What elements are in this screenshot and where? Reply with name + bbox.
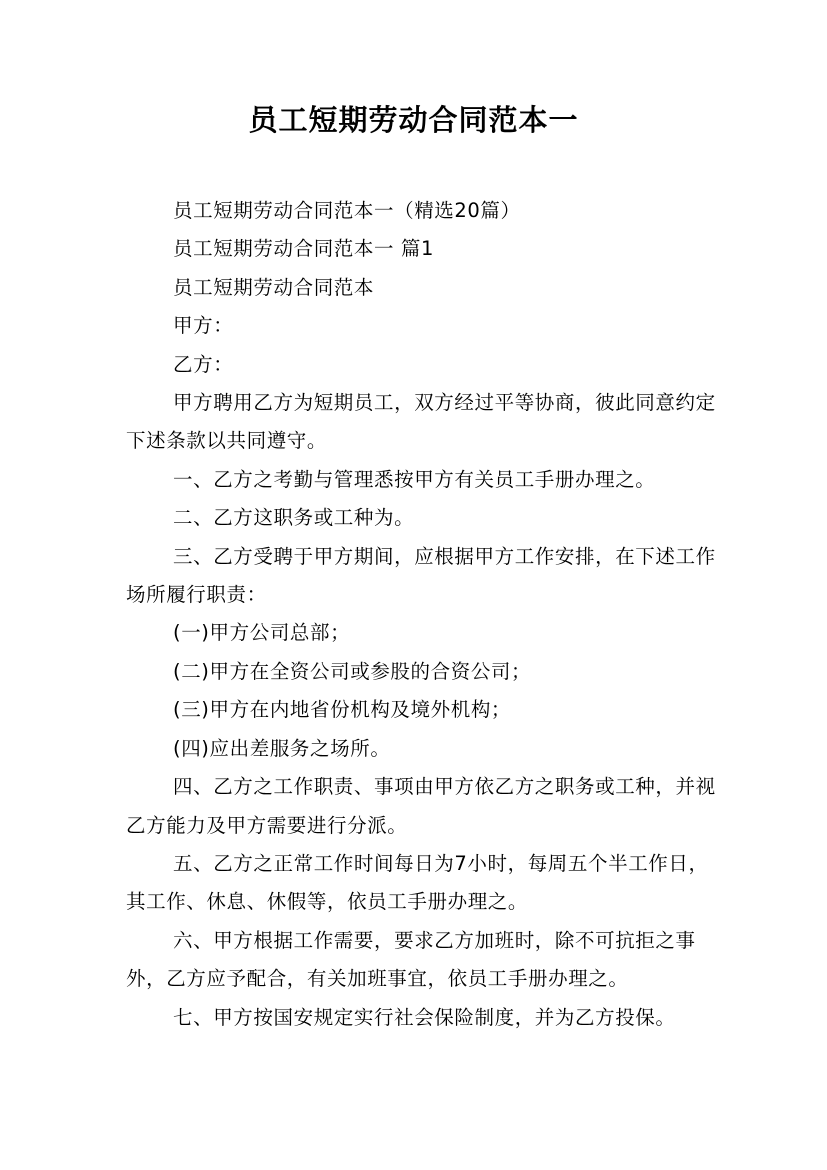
paragraph-clause-7: 七、甲方按国安规定实行社会保险制度，并为乙方投保。 <box>173 1005 676 1029</box>
document-title: 员工短期劳动合同范本一 <box>248 103 579 137</box>
paragraph-clause-3-item-1: (一)甲方公司总部； <box>173 621 351 645</box>
paragraph-clause-4: 四、乙方之工作职责、事项由甲方依乙方之职务或工种，并视乙方能力及甲方需要进行分派。 <box>126 775 716 837</box>
paragraph-clause-1: 一、乙方之考勤与管理悉按甲方有关员工手册办理之。 <box>173 467 656 491</box>
paragraph-clause-2: 二、乙方这职务或工种为。 <box>173 506 415 530</box>
paragraph-section-heading: 员工短期劳动合同范本一 篇1 <box>173 237 435 261</box>
paragraph-intro: 甲方聘用乙方为短期员工，双方经过平等协商，彼此同意约定下述条款以共同遵守。 <box>126 391 716 453</box>
paragraph-clause-3: 三、乙方受聘于甲方期间，应根据甲方工作安排，在下述工作场所履行职责： <box>126 544 716 607</box>
paragraph-party-b: 乙方： <box>173 352 234 376</box>
document-body <box>126 192 716 1037</box>
paragraph-party-a: 甲方： <box>173 314 234 338</box>
paragraph-contract-name: 员工短期劳动合同范本 <box>173 275 375 299</box>
paragraph-clause-6: 六、甲方根据工作需要，要求乙方加班时，除不可抗拒之事外，乙方应予配合，有关加班事宜，依员工手册办理之。 <box>126 928 696 991</box>
paragraph-clause-3-item-3: (三)甲方在内地省份机构及境外机构； <box>173 698 512 722</box>
paragraph-subtitle: 员工短期劳动合同范本一（精选20篇） <box>173 199 521 222</box>
paragraph-clause-3-item-2: (二)甲方在全资公司或参股的合资公司； <box>173 659 532 683</box>
paragraph-clause-5: 五、乙方之正常工作时间每日为7小时，每周五个半工作日，其工作、休息、休假等，依员工手册办理之。 <box>126 851 709 914</box>
paragraph-clause-3-item-4: (四)应出差服务之场所。 <box>173 736 391 760</box>
